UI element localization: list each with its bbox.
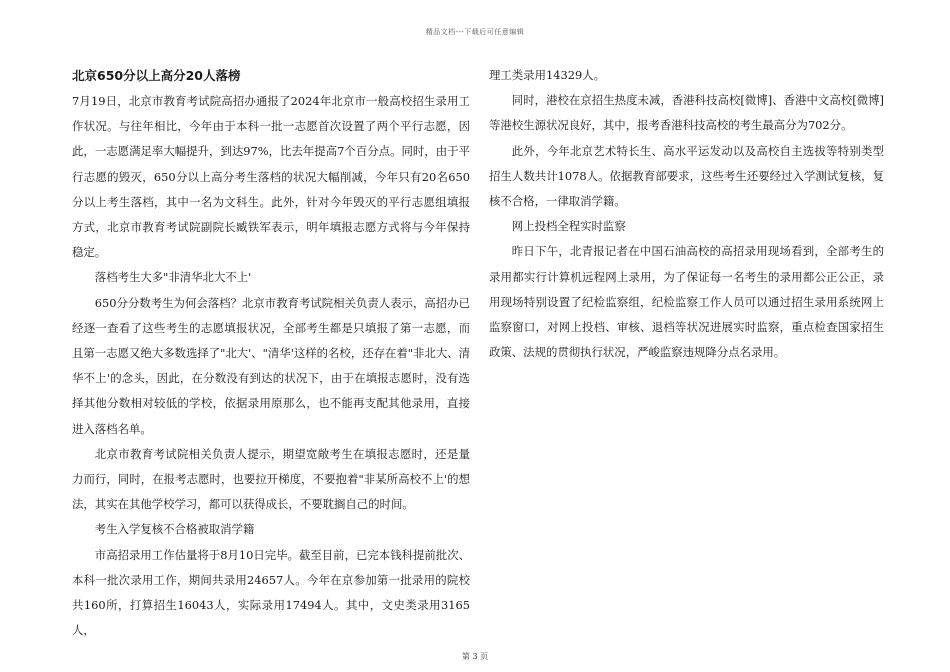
right-column	[489, 63, 884, 365]
left-column	[72, 63, 470, 643]
paragraph: 昨日下午，北青报记者在中国石油高校的高招录用现场看到，全部考生的录用都实行计算机远程网上录用，为了保证每一名考生的录用都公正公正，录用现场特别设置了纪检监察组，纪检监察工作人员可以通过招生录用系统网上监察窗口，对网上投档、审核、退档等状况进展实时监察，重点检查国家招生政策、法规的贯彻执行状况，严峻监察违规降分点名录用。	[489, 244, 884, 360]
page-header: 精品文档---下载后可任意编辑	[425, 28, 525, 36]
paragraph: 同时，港校在京招生热度未减，香港科技高校[微博]、香港中文高校[微博]等港校生源状况良好，其中，报考香港科技高校的考生最高分为702分。	[489, 93, 884, 133]
article-title: 北京650分以上高分20人落榜	[72, 68, 241, 83]
paragraph: 650分分数考生为何会落档？北京市教育考试院相关负责人表示，高招办已经逐一查看了这些考生的志愿填报状况，全部考生都是只填报了第一志愿，而且第一志愿又绝大多数选择了"北大'、"清华'这样的名校，还存在着"非北大、清华不上'的念头，因此，在分数没有到达的状况下，由于在填报志愿时，没有选择其他分数相对较低的学校，依据录用原那么，也不能再支配其他录用，直接进入落档名单。	[72, 295, 470, 436]
page-number: 第 3 页	[461, 652, 489, 661]
paragraph: 北京市教育考试院相关负责人提示，期望宽敞考生在填报志愿时，还是量力而行，同时，在报考志愿时，也要拉开梯度，不要抱着"非某所高校不上'的想法，其实在其他学校学习，都可以获得成长，不要耽搁自己的时间。	[72, 446, 470, 512]
paragraph: 此外，今年北京艺术特长生、高水平运发动以及高校自主选拔等特别类型招生人数共计1078人。依据教育部要求，这些考生还要经过入学测试复核，复核不合格，一律取消学籍。	[489, 143, 884, 209]
section-heading: 网上投档全程实时监察	[511, 219, 626, 234]
section-heading: 考生入学复核不合格被取消学籍	[94, 522, 255, 537]
section-heading: 落档考生大多"非清华北大不上'	[94, 270, 252, 285]
paragraph: 市高招录用工作估量将于8月10日完毕。截至目前，已完本钱科提前批次、本科一批次录用工作，期间共录用24657人。今年在京参加第一批录用的院校共160所，打算招生16043人，实际录用17494人。其中，文史类录用3165人，	[72, 547, 470, 638]
paragraph: 理工类录用14329人。	[489, 68, 605, 82]
paragraph: 7月19日，北京市教育考试院高招办通报了2024年北京市一般高校招生录用工作状况。与往年相比，今年由于本科一批一志愿首次设置了两个平行志愿，因此，一志愿满足率大幅提升，到达97%，比去年提高7个百分点。同时，由于平行志愿的毁灭，650分以上高分考生落档的状况大幅削减，今年只有20名650分以上考生落档，其中一名为文科生。此外，针对今年毁灭的平行志愿组填报方式，北京市教育考试院副院长臧铁军表示，明年填报志愿方式将与今年保持稳定。	[72, 94, 470, 260]
